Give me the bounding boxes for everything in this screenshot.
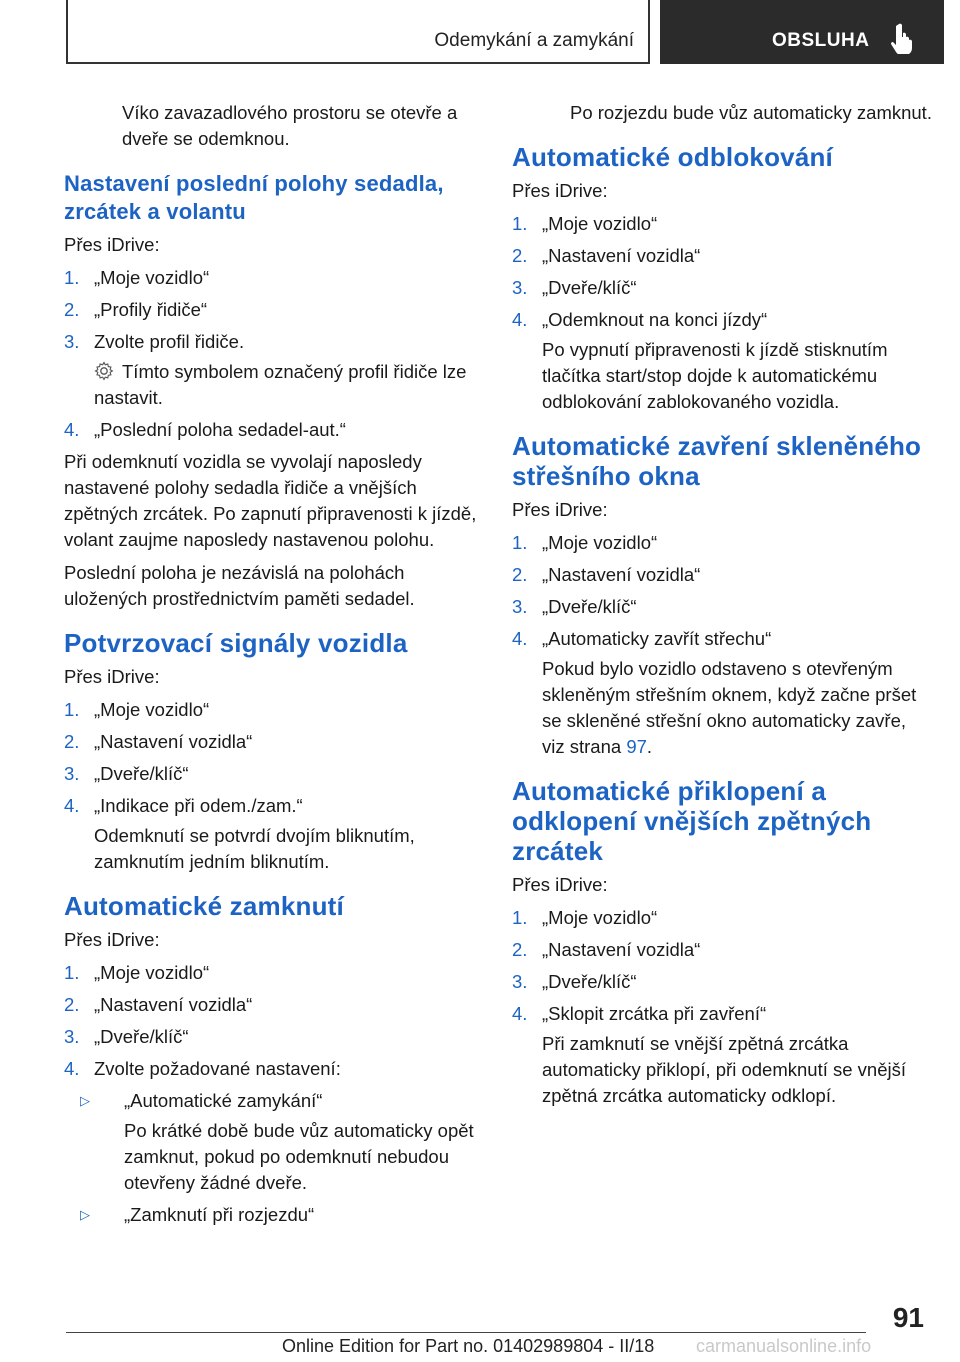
- list-item: 2. „Nastavení vozidla“: [512, 564, 701, 585]
- page-header: [66, 0, 944, 64]
- list-item: 4. „Sklopit zrcátka při zavření“ Při zamknutí se vnější zpětná zrcátka automaticky přiklopí, při odemknutí se vnější zpětná zrcátka automaticky odklopí.: [512, 1003, 906, 1106]
- via-idrive: Přes iDrive:: [64, 929, 160, 950]
- page-number: 91: [892, 1302, 924, 1333]
- section-heading-last-position: Nastavení poslední polohy sedadla, zrcátek a volantu: [64, 171, 444, 224]
- section-heading-auto-unblock: Automatické odblokování: [512, 142, 833, 172]
- via-idrive: Přes iDrive:: [512, 874, 608, 895]
- list-item: 3. „Dveře/klíč“: [64, 763, 189, 784]
- list-item: 3. „Dveře/klíč“: [512, 277, 637, 298]
- list-item: 3. „Dveře/klíč“: [64, 1026, 189, 1047]
- list-item: 4. „Automaticky zavřít střechu“ Pokud bylo vozidlo odstaveno s otevřeným skleněným střešním oknem, když začne pršet se skleněné střešní okno automaticky zavře, viz strana 97.: [512, 626, 932, 760]
- section-heading-mirror-fold: Automatické přiklopení a odklopení vnějších zpětných zrcátek: [512, 776, 872, 866]
- steps-list: [512, 905, 932, 1109]
- list-item: ▷ „Automatické zamykání“ Po krátké době bude vůz automaticky opět zamknut, pokud po odemknutí nebudou otevřeny žádné dveře.: [80, 1090, 474, 1193]
- list-item: 1. „Moje vozidlo“: [64, 962, 210, 983]
- triangle-bullet-icon: ▷: [80, 1207, 90, 1222]
- steps-list: [512, 530, 932, 760]
- steps-list: [64, 265, 484, 443]
- section-tab: [66, 0, 650, 64]
- right-column: [512, 100, 932, 1115]
- list-item: 1. „Moje vozidlo“: [64, 267, 210, 288]
- list-item: 1. „Moje vozidlo“: [512, 532, 658, 553]
- edition-text: Online Edition for Part no. 01402989804 - II/18: [282, 1336, 655, 1356]
- steps-list: [64, 960, 484, 1082]
- section-heading-auto-lock: Automatické zamknutí: [64, 891, 344, 921]
- gear-note: Tímto symbolem označený profil řidiče lze nastavit.: [94, 361, 467, 408]
- list-item: 2. „Nastavení vozidla“: [512, 939, 701, 960]
- via-idrive: Přes iDrive:: [512, 499, 608, 520]
- list-item: 4. „Odemknout na konci jízdy“ Po vypnutí připravenosti k jízdě stisknutím tlačítka start/stop dojde k automatickému odblokování zablokovaného vozidla.: [512, 309, 888, 412]
- section-heading-confirmation-signals: Potvrzovací signály vozidla: [64, 628, 408, 658]
- hand-pointer-icon: [888, 22, 918, 54]
- left-column: [64, 100, 484, 1234]
- gear-icon: [94, 361, 114, 381]
- list-item: 4. „Indikace při odem./zam.“ Odemknutí se potvrdí dvojím bliknutím, zamknutím jedním bliknutím.: [64, 795, 415, 872]
- list-item: 2. „Nastavení vozidla“: [64, 994, 253, 1015]
- list-item: 1. „Moje vozidlo“: [512, 213, 658, 234]
- steps-list: [512, 211, 932, 415]
- list-item: 4. Zvolte požadované nastavení:: [64, 1058, 341, 1079]
- steps-list: [64, 697, 484, 875]
- list-item: 1. „Moje vozidlo“: [512, 907, 658, 928]
- list-item: 1. „Moje vozidlo“: [64, 699, 210, 720]
- via-idrive: Přes iDrive:: [64, 666, 160, 687]
- chapter-title: OBSLUHA: [772, 30, 870, 51]
- triangle-bullet-icon: ▷: [80, 1093, 90, 1108]
- list-item: 3. Zvolte profil řidiče. Tímto symbolem označený profil řidiče lze nastavit.: [64, 329, 484, 411]
- chapter-tab: [660, 0, 944, 64]
- watermark: carmanualsonline.info: [696, 1336, 872, 1356]
- paragraph: Při odemknutí vozidla se vyvolají naposledy nastavené polohy sedadla řidiče a vnějších zpětných zrcátek. Po zapnutí připravenosti k jízdě, volant zaujme naposledy nastavenou polohu.: [64, 451, 477, 550]
- section-heading-auto-roof-close: Automatické zavření skleněného střešního okna: [512, 431, 922, 491]
- list-item: ▷ „Zamknutí při rozjezdu“: [64, 1202, 484, 1228]
- intro-text-right: Po rozjezdu bude vůz automaticky zamknut.: [570, 102, 932, 123]
- page-reference-link[interactable]: 97: [626, 736, 647, 757]
- list-item: 2. „Nastavení vozidla“: [64, 731, 253, 752]
- list-item: 2. „Profily řidiče“: [64, 299, 208, 320]
- section-title: Odemykání a zamykání: [434, 30, 634, 51]
- intro-text-left: Víko zavazadlového prostoru se otevře a dveře se odemknou.: [122, 102, 458, 149]
- via-idrive: Přes iDrive:: [512, 180, 608, 201]
- via-idrive: Přes iDrive:: [64, 234, 160, 255]
- paragraph: Poslední poloha je nezávislá na polohách uložených prostřednictvím paměti sedadel.: [64, 562, 415, 609]
- roof-note: Pokud bylo vozidlo odstaveno s otevřeným skleněným střešním oknem, když začne pršet se skleněné střešní okno automaticky zavře, viz strana 97.: [542, 658, 917, 757]
- list-item: 2. „Nastavení vozidla“: [512, 245, 701, 266]
- footer-divider: [66, 1332, 866, 1333]
- list-item: 4. „Poslední poloha sedadel-aut.“: [64, 419, 346, 440]
- list-item: 3. „Dveře/klíč“: [512, 596, 637, 617]
- options-list: [64, 1088, 484, 1228]
- list-item: 3. „Dveře/klíč“: [512, 971, 637, 992]
